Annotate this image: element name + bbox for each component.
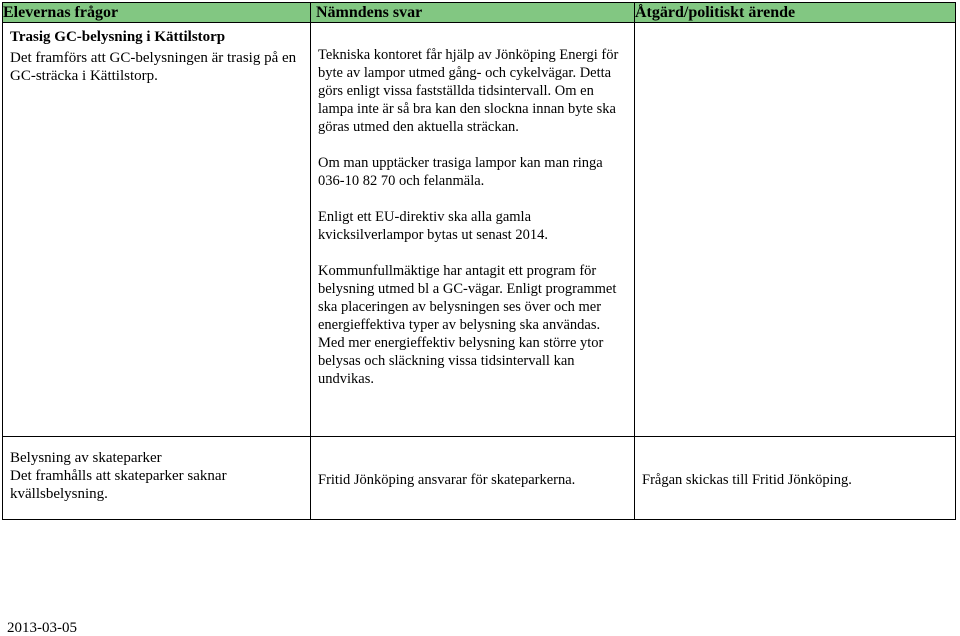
question-text: Det framhålls att skateparker saknar kvällsbelysning. (10, 468, 227, 502)
question-cell (3, 23, 311, 437)
action-cell (635, 23, 956, 437)
footer-date: 2013-03-05 (7, 620, 77, 636)
header-board-answer: Nämndens svar (311, 3, 635, 23)
table-header-row (3, 3, 956, 23)
answer-paragraph: Enligt ett EU-direktiv ska alla gamla kvicksilverlampor bytas ut senast 2014. (318, 209, 548, 243)
action-text: Frågan skickas till Fritid Jönköping. (642, 472, 852, 488)
action-cell (635, 437, 956, 520)
answer-text: Fritid Jönköping ansvarar för skateparkerna. (318, 472, 576, 488)
answer-paragraph: Om man upptäcker trasiga lampor kan man ringa 036-10 82 70 och felanmäla. (318, 155, 603, 189)
question-title: Trasig GC-belysning i Kättilstorp (10, 29, 226, 45)
answer-paragraph: Tekniska kontoret får hjälp av Jönköping Energi för byte av lampor utmed gång- och cykelvägar. Detta görs enligt vissa fastställda tidsintervall. Om en lampa inte är så bra kan den slockna innan byte ska göras utmed den aktuella sträckan. (318, 47, 619, 135)
header-action: Åtgärd/politiskt ärende (635, 3, 956, 23)
table-row (3, 23, 956, 437)
question-text: Det framförs att GC-belysningen är trasig på en GC-sträcka i Kättilstorp. (10, 50, 297, 84)
question-title: Belysning av skateparker (10, 450, 162, 466)
answer-cell (311, 437, 635, 520)
table-row (3, 437, 956, 520)
header-student-questions: Elevernas frågor (3, 3, 311, 23)
question-cell (3, 437, 311, 520)
answer-cell (311, 23, 635, 437)
answer-text (318, 46, 628, 388)
answer-paragraph: Kommunfullmäktige har antagit ett program för belysning utmed bl a GC-vägar. Enligt programmet ska placeringen av belysningen ses över och mer energieffektiva typer av belysning ska användas. Med mer energieffektiv belysning kan större ytor belysas och släckning vissa tidsintervall kan undvikas. (318, 263, 617, 387)
qa-table (2, 2, 956, 520)
